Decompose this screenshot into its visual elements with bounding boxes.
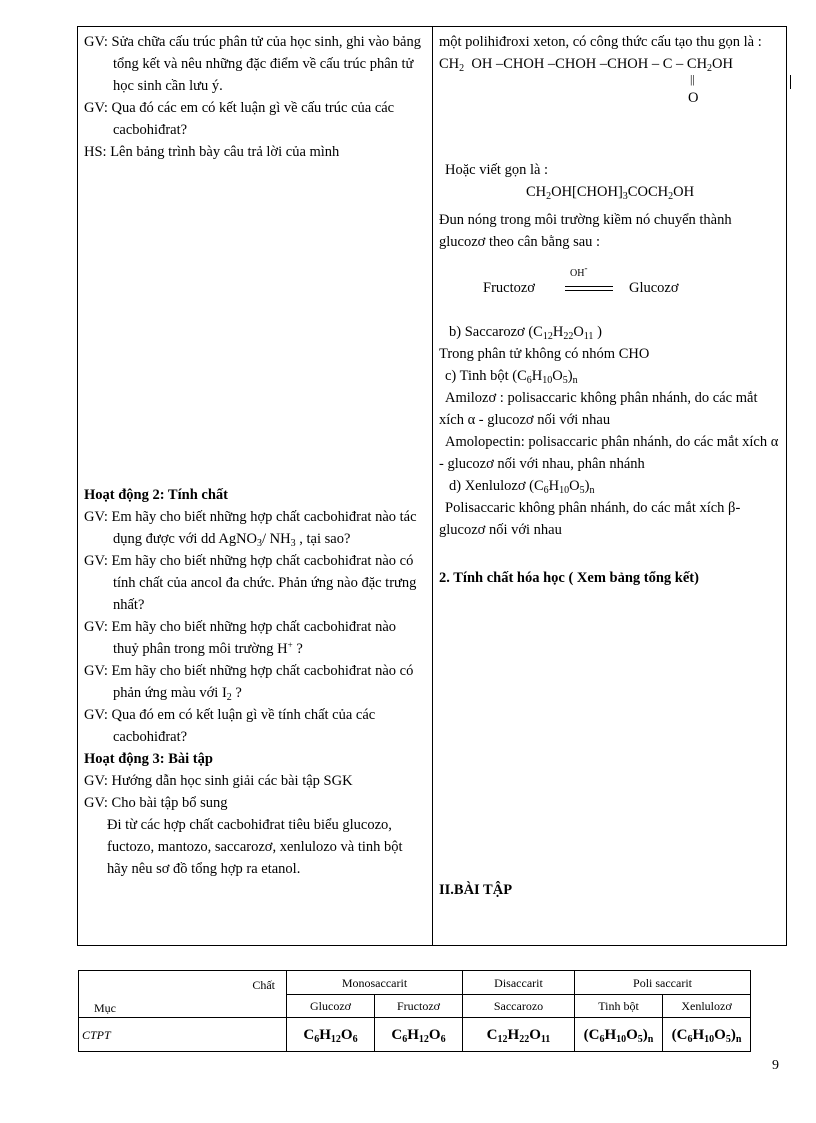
fructose-intro: một polihiđroxi xeton, có công thức cấu tạo thu gọn là :: [439, 34, 762, 50]
question-agno3: GV: Em hãy cho biết những hợp chất cacbohiđrat nào tác dụng được với dd AgNO$_3$/ $NH_3$ , tại sao?: [84, 509, 417, 549]
formula-cellulose: $(C_6H_{10}O_5)_n$: [663, 1018, 751, 1052]
section-exercises: II.BÀI TẬP: [439, 882, 513, 898]
lesson-table: [77, 26, 787, 946]
saccharose-no-cho: Trong phân tử không có nhóm CHO: [439, 346, 650, 362]
question-conclude-properties: GV: Qua đó em có kết luận gì về tính chất của các cacbohiđrat?: [84, 707, 376, 745]
cellulose-desc: Polisaccaric không phân nhánh, do các mắt xích β- glucozơ nối với nhau: [439, 500, 741, 538]
subhead-starch: Tinh bột: [575, 995, 663, 1018]
equilibrium-equation: [439, 263, 781, 305]
activity-3-title: Hoạt động 3: Bài tập: [84, 751, 213, 767]
gv-conclude-structure: GV: Qua đó các em có kết luận gì về cấu trúc của các cacbohiđrat?: [84, 100, 395, 138]
formula-glucose: $C_6H_{12}O_6$: [287, 1018, 375, 1052]
carbonyl-oxygen: O: [688, 90, 699, 106]
column-divider: [432, 27, 433, 945]
hs-answer: HS: Lên bảng trình bày câu trả lời của mình: [84, 144, 340, 160]
extra-exercise-text: Đi từ các hợp chất cacbohiđrat tiêu biểu glucozo, fuctozo, mantozo, saccarozơ, xenlulozo và tinh bột hãy nêu sơ đồ tổng hợp ra etanol.: [107, 817, 403, 877]
question-iodine: GV: Em hãy cho biết những hợp chất cacbohiđrat nào có phản ứng màu với $I_2$ ?: [84, 663, 414, 703]
eq-glucose: Glucozơ: [629, 280, 679, 296]
group-monosaccharide: Monosaccarit: [287, 971, 463, 995]
equilibrium-arrow-icon: [565, 286, 613, 294]
corner-bottom-label: Mục: [94, 1000, 116, 1015]
group-polysaccharide: Poli saccarit: [575, 971, 751, 995]
right-column: [439, 31, 781, 898]
amylose-desc: Amilozơ : polisaccaric không phân nhánh, do các mắt xích α - glucozơ nối với nhau: [439, 390, 758, 428]
row-label-ctpt: CTPT: [79, 1018, 287, 1052]
subhead-fructose: Fructozơ: [375, 995, 463, 1018]
short-form-label: Hoặc viết gọn là :: [445, 162, 549, 178]
short-form-formula: $CH_2OH[CHOH]_3COCH_2OH$: [525, 184, 695, 202]
amylopectin-desc: Amolopectin: polisaccaric phân nhánh, do các mắt xích α - glucozơ nối với nhau, phân nhánh: [439, 434, 779, 472]
gv-fix-structure: GV: Sửa chữa cấu trúc phân tử của học sinh, ghi vào bảng tổng kết và nêu những đặc điểm về cấu trúc phân tử học sinh cần lưu ý.: [84, 34, 421, 94]
formula-fructose: $C_6H_{12}O_6$: [375, 1018, 463, 1052]
eq-condition: OH-: [570, 263, 588, 279]
formula-saccharose: $C_{12}H_{22}O_{11}$: [463, 1018, 575, 1052]
subhead-saccharose: Saccarozo: [463, 995, 575, 1018]
section-chemical-properties: 2. Tính chất hóa học ( Xem bảng tổng kết): [439, 570, 699, 586]
summary-table: [78, 970, 751, 1052]
group-disaccharide: Disaccarit: [463, 971, 575, 995]
page-number: 9: [772, 1058, 779, 1073]
gv-guide-exercises: GV: Hướng dẫn học sinh giải các bài tập SGK: [84, 773, 353, 789]
saccharose-heading: b) Saccarozơ ($C_{12}H_{22}O_{11}$ ): [449, 324, 602, 342]
alkaline-conversion: Đun nóng trong môi trường kiềm nó chuyển thành glucozơ theo cân bằng sau :: [439, 212, 732, 250]
question-ancol: GV: Em hãy cho biết những hợp chất cacbohiđrat nào có tính chất của ancol đa chức. Phản ứng nào đặc trưng nhất?: [84, 553, 417, 613]
subhead-cellulose: Xenlulozơ: [663, 995, 751, 1018]
cellulose-heading: d) Xenlulozơ $(C_6H_{10}O_5)_n$: [449, 478, 595, 496]
eq-fructose: Fructozơ: [483, 280, 535, 296]
subhead-glucose: Glucozơ: [287, 995, 375, 1018]
formula-starch: $(C_6H_{10}O_5)_n$: [575, 1018, 663, 1052]
starch-heading: c) Tinh bột $(C_6H_{10}O_5)_n$: [445, 368, 578, 386]
fructose-structural-formula: $CH_2$ OH –CHOH –CHOH –CHOH – C – $CH_2OH$ || O: [439, 53, 781, 113]
question-hydrolysis: GV: Em hãy cho biết những hợp chất cacbohiđrat nào thuỷ phân trong môi trường H+ ?: [84, 619, 397, 657]
table-corner-cell: [79, 971, 287, 1018]
gv-extra-exercise: GV: Cho bài tập bổ sung: [84, 795, 228, 811]
activity-2-title: Hoạt động 2: Tính chất: [84, 487, 228, 503]
double-bond: ||: [690, 72, 695, 86]
margin-mark: [790, 75, 791, 89]
corner-top-label: Chất: [252, 977, 275, 992]
